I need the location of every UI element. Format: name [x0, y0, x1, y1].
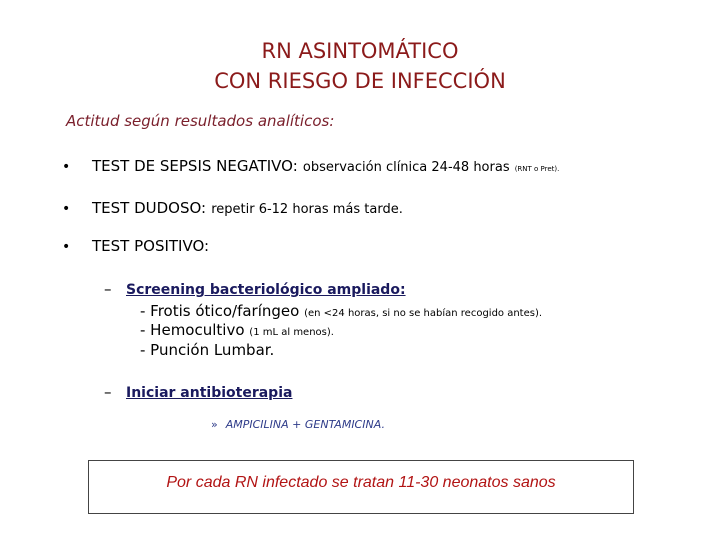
drug-line	[211, 418, 385, 431]
bullet-lead: TEST POSITIVO:	[92, 237, 210, 255]
bullet-marker: •	[62, 159, 71, 175]
chevron-icon: »	[211, 418, 218, 431]
callout-text: Por cada RN infectado se tratan 11-30 neonatos sanos	[166, 474, 556, 491]
dash-marker: –	[104, 383, 112, 401]
bullet-lead: TEST DE SEPSIS NEGATIVO:	[92, 157, 298, 175]
screening-item-text: - Hemocultivo	[140, 321, 245, 339]
bullet-desc: repetir 6-12 horas más tarde.	[211, 202, 403, 217]
screening-label: Screening bacteriológico ampliado:	[126, 282, 406, 298]
title-line-2: CON RIESGO DE INFECCIÓN	[214, 69, 506, 93]
screening-heading	[104, 279, 406, 298]
bullet-item-doubtful	[62, 198, 403, 217]
subtitle: Actitud según resultados analíticos:	[66, 112, 335, 130]
drug-text: AMPICILINA + GENTAMICINA.	[225, 418, 385, 431]
bullet-marker: •	[62, 201, 71, 217]
callout-box	[88, 460, 634, 514]
bullet-note: (RNT o Pret).	[514, 165, 560, 173]
screening-item-note: (1 mL al menos).	[249, 327, 334, 338]
bullet-marker: •	[62, 239, 71, 255]
antibiotics-label: Iniciar antibioterapia	[126, 385, 293, 401]
screening-item-puncion	[140, 341, 274, 359]
antibiotics-heading	[104, 382, 292, 401]
bullet-lead: TEST DUDOSO:	[92, 199, 207, 217]
screening-item-frotis	[140, 302, 542, 320]
title-line-1: RN ASINTOMÁTICO	[261, 39, 459, 63]
dash-marker: –	[104, 280, 112, 298]
bullet-desc: observación clínica 24-48 horas	[302, 160, 510, 175]
screening-item-hemocultivo	[140, 321, 334, 339]
bullet-item-positive	[62, 236, 209, 255]
screening-item-text: - Punción Lumbar.	[140, 341, 275, 359]
screening-item-text: - Frotis ótico/faríngeo	[140, 302, 300, 320]
bullet-item-negative	[62, 156, 559, 175]
screening-item-note: (en <24 horas, si no se habían recogido antes).	[304, 308, 543, 319]
